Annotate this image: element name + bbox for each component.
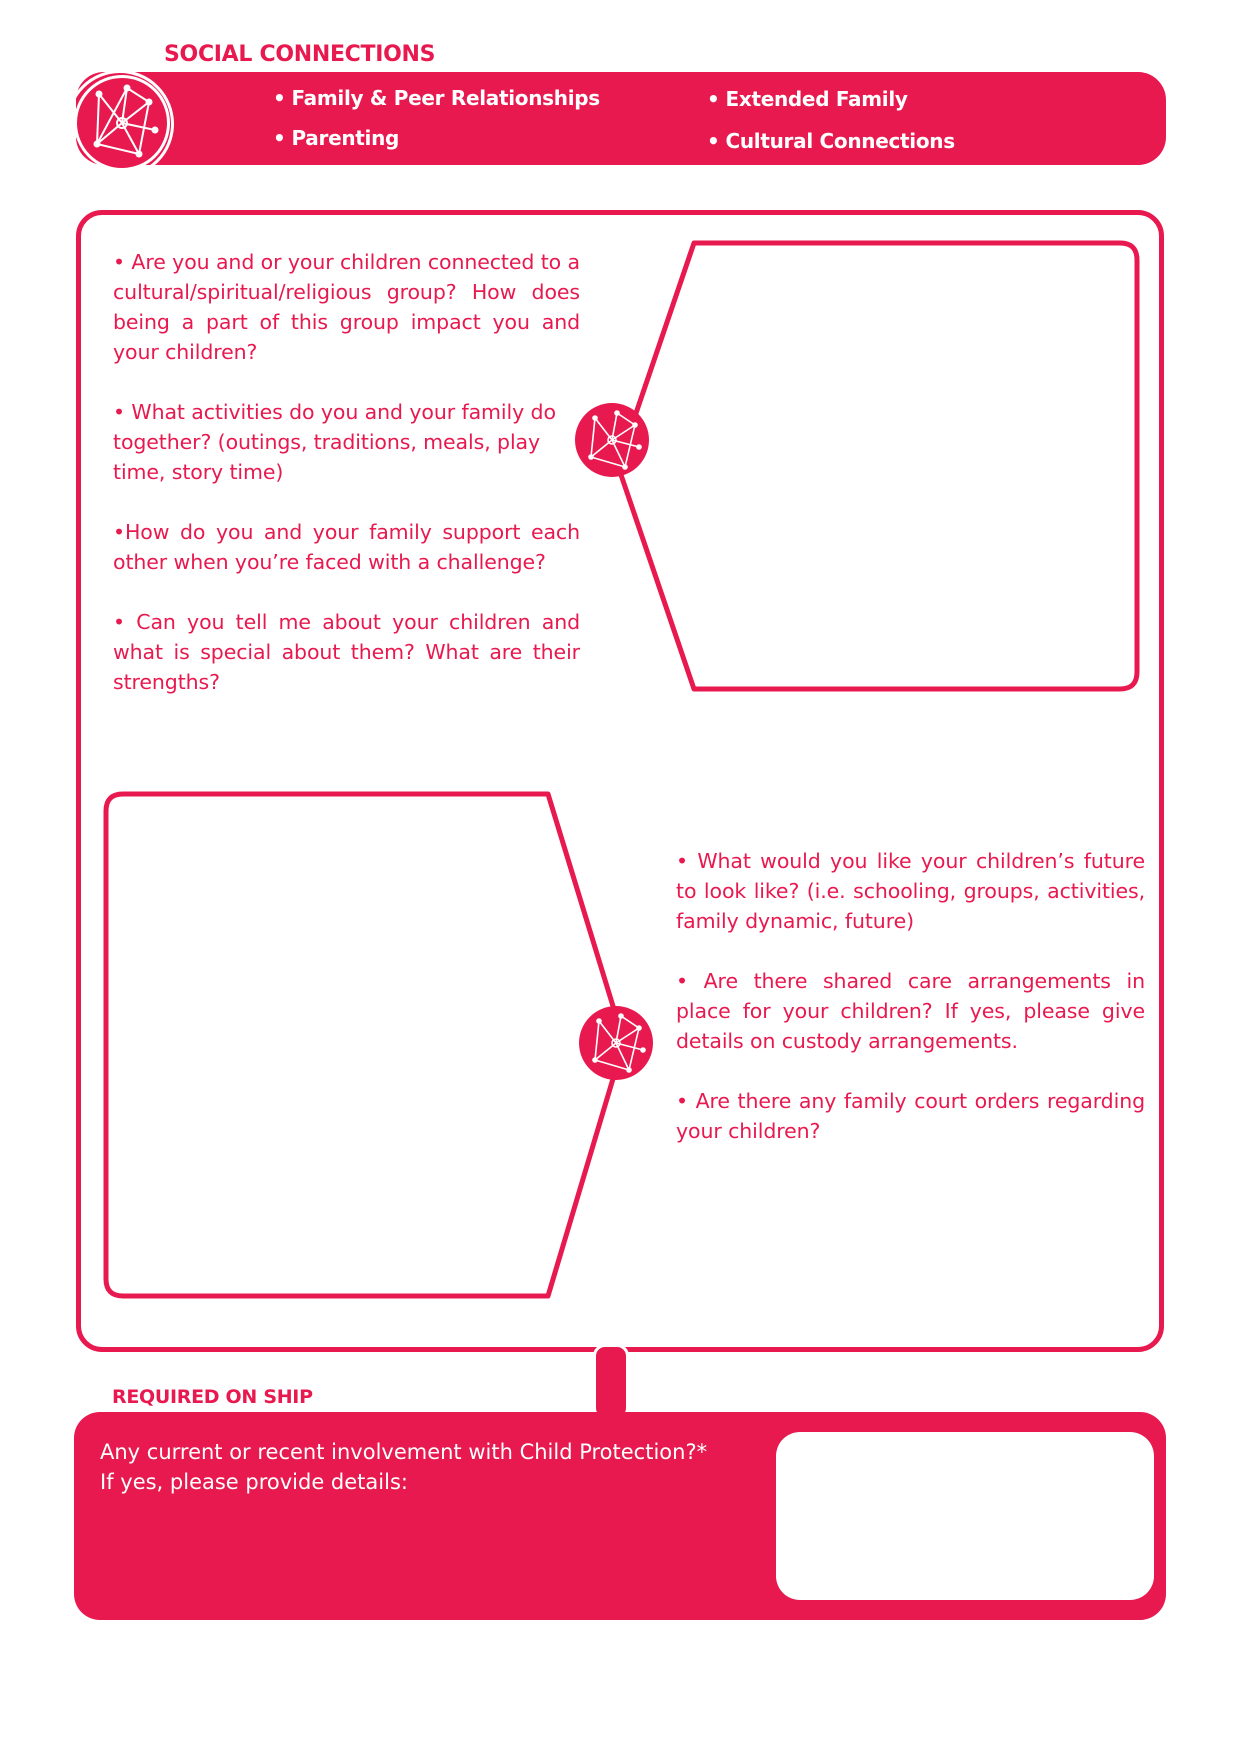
question-children-strengths: • Can you tell me about your children and what is special about them? What are their strengths? xyxy=(113,610,580,694)
required-label: REQUIRED ON SHIP xyxy=(112,1386,313,1408)
required-question-line1: Any current or recent involvement with Child Protection?* xyxy=(100,1440,708,1464)
required-question-line2: If yes, please provide details: xyxy=(100,1470,408,1494)
question-court-orders: • Are there any family court orders regarding your children? xyxy=(676,1089,1145,1143)
question-shared-care: • Are there shared care arrangements in place for your children? If yes, please give details on custody arrangements. xyxy=(676,969,1145,1053)
page-title: SOCIAL CONNECTIONS xyxy=(164,42,436,67)
answer-area-lower[interactable] xyxy=(116,804,542,1288)
questions-section-one xyxy=(113,247,580,697)
answer-area-upper[interactable] xyxy=(700,252,1128,680)
topic-extended-family: • Extended Family xyxy=(707,87,908,111)
network-icon xyxy=(579,1006,653,1080)
question-family-activities: • What activities do you and your family do together? (outings, traditions, meals, play time, story time) xyxy=(113,400,556,484)
questions-section-two xyxy=(676,846,1145,1146)
required-question xyxy=(100,1437,707,1497)
network-icon xyxy=(575,403,649,477)
question-family-support: •How do you and your family support each other when you’re faced with a challenge? xyxy=(113,520,580,574)
frame-connector xyxy=(593,1344,629,1420)
topic-family-peer: • Family & Peer Relationships xyxy=(273,86,600,110)
question-children-future: • What would you like your children’s future to look like? (i.e. schooling, groups, activities, family dynamic, future) xyxy=(676,849,1145,933)
topic-parenting: • Parenting xyxy=(273,126,399,150)
child-protection-answer-box[interactable] xyxy=(776,1432,1154,1600)
question-cultural-group: • Are you and or your children connected to a cultural/spiritual/religious group? How does being a part of this group impact you and your children? xyxy=(113,250,580,364)
topic-cultural-connections: • Cultural Connections xyxy=(707,129,955,153)
